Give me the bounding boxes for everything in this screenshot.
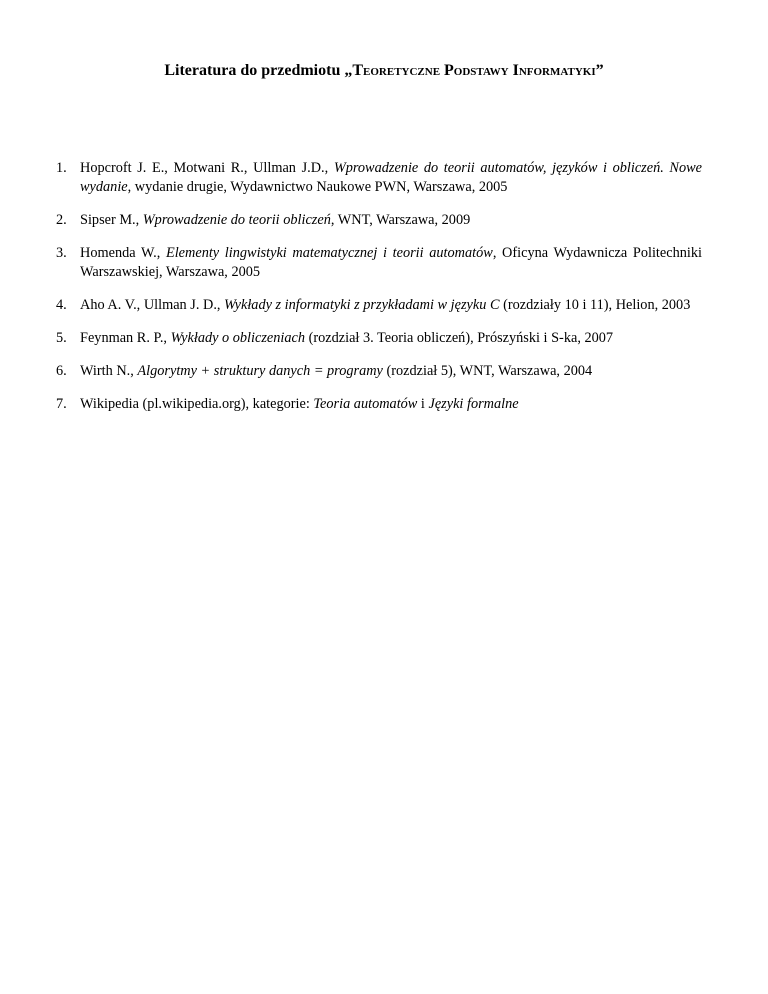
reference-title: Wykłady o obliczeniach — [170, 330, 306, 346]
reference-authors: Wirth N., — [80, 363, 138, 379]
reference-title: Wykłady z informatyki z przykładami w języku C — [224, 297, 500, 313]
title-prefix: Literatura do przedmiotu „ — [164, 62, 353, 79]
reference-authors: Homenda W., — [80, 245, 166, 261]
reference-title: Wprowadzenie do teorii obliczeń — [142, 212, 331, 228]
reference-number: 1. — [56, 160, 67, 176]
reference-details: , Oficyna Wydawnicza Politechniki Warszawskiej, Warszawa, 2005 — [80, 245, 702, 280]
reference-number: 4. — [56, 297, 67, 313]
reference-details: , wydanie drugie, Wydawnictwo Naukowe PWN, Warszawa, 2005 — [127, 179, 508, 195]
reference-authors: Sipser M., — [80, 212, 143, 228]
reference-connector: i — [417, 396, 429, 412]
reference-number: 7. — [56, 396, 67, 412]
reference-number: 5. — [56, 330, 67, 346]
reference-number: 3. — [56, 245, 67, 261]
reference-item-3 — [56, 244, 702, 282]
reference-item-1 — [56, 159, 702, 197]
document-title — [0, 62, 768, 80]
reference-item-7 — [56, 395, 702, 414]
reference-details: , WNT, Warszawa, 2009 — [330, 212, 471, 228]
reference-number: 2. — [56, 212, 67, 228]
reference-item-4 — [56, 296, 702, 315]
reference-details: (rozdział 3. Teoria obliczeń), Prószyński i S-ka, 2007 — [305, 330, 614, 346]
reference-item-2 — [56, 211, 702, 230]
reference-title: Algorytmy + struktury danych = programy — [137, 363, 383, 379]
reference-title: Wprowadzenie do teorii automatów, języków i obliczeń. Nowe wydanie — [80, 160, 702, 195]
title-suffix: ” — [595, 62, 604, 79]
reference-list — [56, 159, 702, 428]
reference-item-5 — [56, 329, 702, 348]
reference-authors: Aho A. V., Ullman J. D., — [80, 297, 225, 313]
reference-details: (rozdział 5), WNT, Warszawa, 2004 — [382, 363, 593, 379]
reference-authors: Hopcroft J. E., Motwani R., Ullman J.D., — [80, 160, 334, 176]
reference-item-6 — [56, 362, 702, 381]
reference-number: 6. — [56, 363, 67, 379]
reference-category-2: Języki formalne — [428, 396, 519, 412]
reference-category-1: Teoria automatów — [313, 396, 418, 412]
reference-authors: Feynman R. P., — [80, 330, 171, 346]
reference-details: (rozdziały 10 i 11), Helion, 2003 — [499, 297, 691, 313]
reference-prefix: Wikipedia (pl.wikipedia.org), kategorie: — [80, 396, 314, 412]
title-subject: Teoretyczne Podstawy Informatyki — [352, 62, 596, 79]
reference-title: Elementy lingwistyki matematycznej i teorii automatów — [165, 245, 493, 261]
